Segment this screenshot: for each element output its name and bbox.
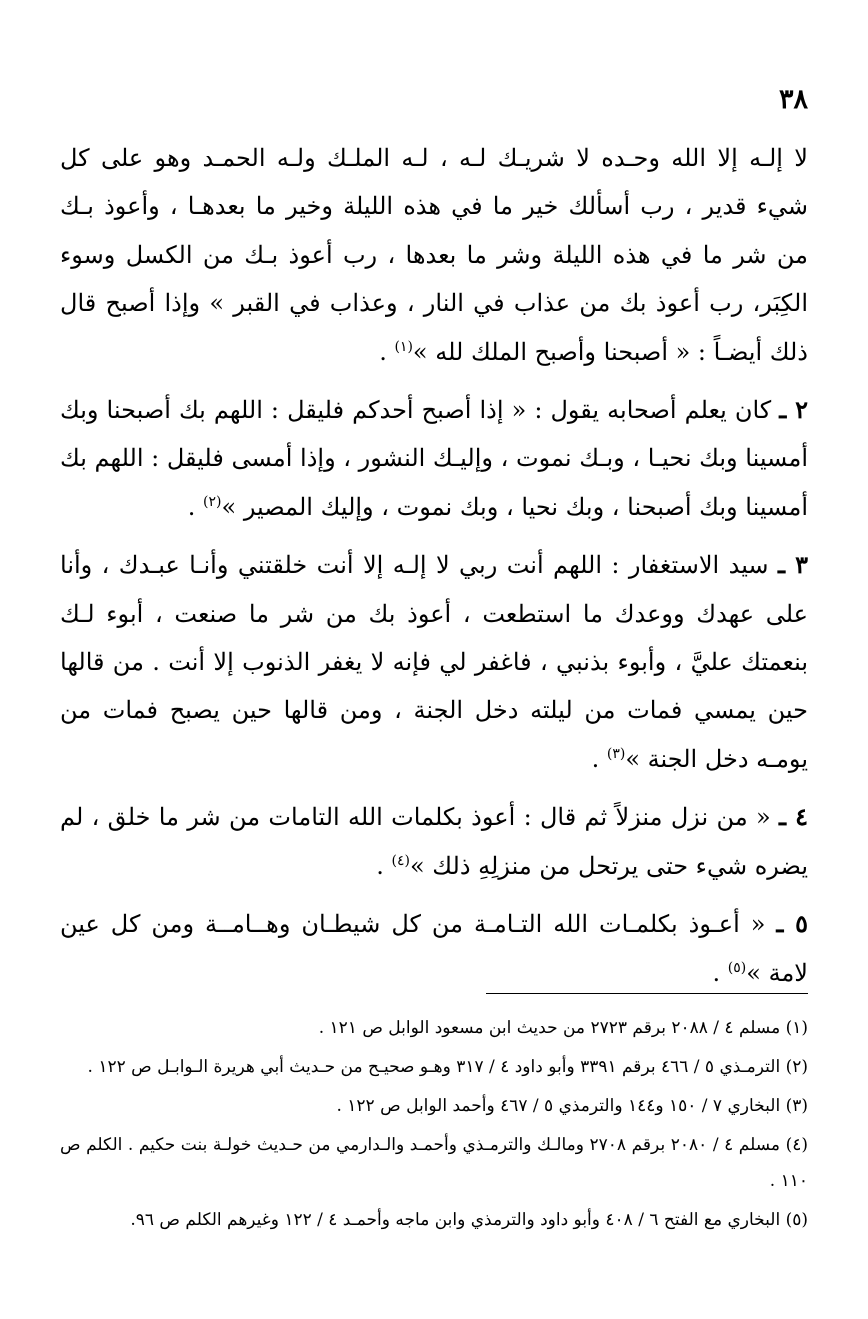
paragraph-1-text: لا إلـه إلا الله وحـده لا شريـك لـه ، لـه الملـك ولـه الحمـد وهو على كل شيء قدير ، رب أسألك خير ما في هذه الليلة وخير ما بعدهـا ، وأعوذ بـك من شر ما في هذه الليلة وشر ما بعدها ، رب أعوذ بـك من الكسل وسوء الكِبَر، رب أعوذ بك من عذاب في النار ، وعذاب في القبر » وإذا أصبح قال ذلك أيضـاً : « أصبحنا وأصبح الملك لله »	[60, 144, 808, 366]
footnote-ref-3[interactable]: (٣)	[606, 745, 626, 762]
paragraph-1	[60, 134, 808, 376]
paragraph-4-end: .	[376, 851, 392, 880]
footnote-2: (٢) الترمـذي ٥ / ٤٦٦ برقم ٣٣٩١ وأبو داود ٤ / ٣١٧ وهـو صحيـح من حـديث أبي هريرة الـوابـل ص ١٢٢ .	[87, 1057, 808, 1077]
footnote-ref-2[interactable]: (٢)	[203, 493, 222, 510]
footnote-3: (٣) البخاري ٧ / ١٥٠ و١٤٤ والترمذي ٥ / ٤٦٧ وأحمد الوابل ص ١٢٢ .	[336, 1096, 808, 1116]
paragraph-4-number: ٤ ـ	[779, 802, 808, 832]
paragraph-3-number: ٣ ـ	[777, 550, 808, 580]
footnote-4: (٤) مسلم ٤ / ٢٠٨٠ برقم ٢٧٠٨ ومالـك والترمـذي وأحمـد والـدارمي من حـديث خولـة بنت حكيم . الكلم ص ١١٠ .	[60, 1135, 808, 1191]
footnote-ref-5[interactable]: (٥)	[727, 959, 747, 976]
page-number: ٣٨	[778, 84, 808, 115]
footnote-separator	[486, 993, 808, 994]
footnote-5: (٥) البخاري مع الفتح ٦ / ٤٠٨ وأبو داود والترمذي وابن ماجه وأحمـد ٤ / ١٢٢ وغيرهم الكلم ص ٩٦.	[130, 1210, 808, 1230]
paragraph-5-text: « أعـوذ بكلمـات الله التـامـة من كل شيطـان وهــامــة ومن كل عين لامة »	[60, 910, 808, 987]
footnote-ref-1[interactable]: (١)	[394, 338, 413, 355]
paragraph-3-end: .	[591, 744, 607, 773]
paragraph-4	[60, 793, 808, 890]
paragraph-3-text: سيد الاستغفار : اللهم أنت ربي لا إلـه إلا أنت خلقتني وأنـا عبـدك ، وأنا على عهدك ووعدك ما استطعت ، أعوذ بك من شر ما صنعت ، أبوء لـك بنعمتك عليَّ ، وأبوء بذنبي ، فاغفر لي فإنه لا يغفر الذنوب إلا أنت . من قالها حين يمسي فمات من ليلته دخل الجنة ، ومن قالها حين يصبح فمات من يومـه دخل الجنة »	[60, 551, 808, 773]
paragraph-2	[60, 386, 808, 531]
footnotes	[60, 1010, 808, 1238]
footnote-1: (١) مسلم ٤ / ٢٠٨٨ برقم ٢٧٢٣ من حديث ابن مسعود الوابل ص ١٢١ .	[318, 1018, 808, 1038]
paragraph-5-number: ٥ ـ	[776, 909, 808, 939]
paragraph-5	[60, 900, 808, 997]
footnote-ref-4[interactable]: (٤)	[391, 852, 410, 869]
paragraph-2-number: ٢ ـ	[779, 395, 809, 425]
paragraph-5-end: .	[712, 958, 728, 987]
paragraph-4-text: « من نزل منزلاً ثم قال : أعوذ بكلمات الله التامات من شر ما خلق ، لم يضره شيء حتى يرتحل من منزلِهِ ذلك »	[60, 803, 808, 880]
paragraph-1-end: .	[379, 337, 395, 366]
paragraph-2-end: .	[187, 492, 204, 521]
paragraph-2-text: كان يعلم أصحابه يقول : « إذا أصبح أحدكم فليقل : اللهم بك أصبحنا وبك أمسينا وبك نحيـا ، وبـك نموت ، وإليـك النشور ، وإذا أمسى فليقل : اللهم بك أمسينا وبك أصبحنا ، وبك نحيا ، وبك نموت ، وإليك المصير »	[60, 396, 808, 521]
paragraph-3	[60, 541, 808, 783]
main-text	[60, 134, 808, 997]
